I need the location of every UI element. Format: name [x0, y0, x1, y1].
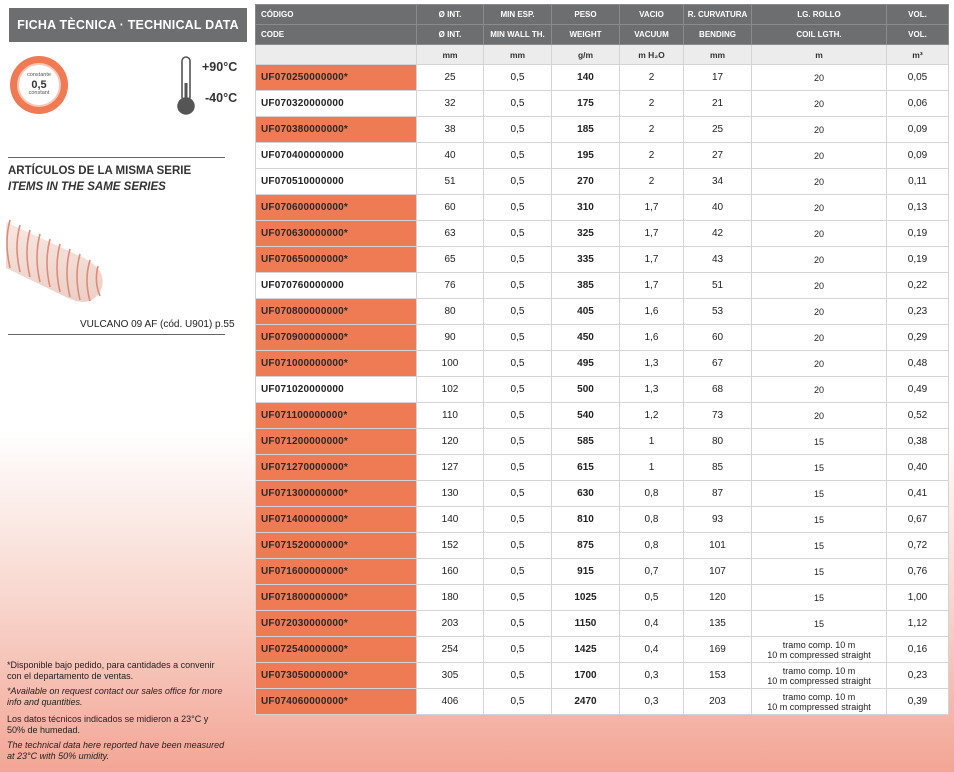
wall-thickness-badge-icon — [10, 56, 68, 114]
cell-vac: 1,6 — [620, 325, 684, 351]
cell-bend: 53 — [684, 299, 752, 325]
cell-coil: 20 — [752, 91, 887, 117]
cell-vac: 1 — [620, 429, 684, 455]
cell-wall: 0,5 — [484, 377, 552, 403]
cell-code: UF070900000000* — [256, 325, 417, 351]
cell-wall: 0,5 — [484, 429, 552, 455]
cell-vac: 1,7 — [620, 221, 684, 247]
cell-d: 51 — [417, 169, 484, 195]
cell-vol: 0,11 — [887, 169, 949, 195]
coil-note-es: tramo comp. 10 m — [782, 665, 856, 676]
cell-code: UF070400000000 — [256, 143, 417, 169]
cell-weight: 875 — [552, 533, 620, 559]
cell-code: UF071800000000* — [256, 585, 417, 611]
unit-cell — [256, 45, 417, 65]
cell-code: UF071270000000* — [256, 455, 417, 481]
cell-coil: 15 — [752, 585, 887, 611]
cell-vol: 0,22 — [887, 273, 949, 299]
cell-vol: 1,12 — [887, 611, 949, 637]
cell-bend: 43 — [684, 247, 752, 273]
cell-code: UF070760000000 — [256, 273, 417, 299]
table-row — [256, 247, 949, 273]
unit-cell: mm — [684, 45, 752, 65]
cell-vac: 0,4 — [620, 611, 684, 637]
cell-vac: 0,7 — [620, 559, 684, 585]
cell-d: 32 — [417, 91, 484, 117]
cell-coil: 20 — [752, 273, 887, 299]
unit-cell: m³ — [887, 45, 949, 65]
cell-coil: 15 — [752, 559, 887, 585]
cell-weight: 1025 — [552, 585, 620, 611]
cell-weight: 500 — [552, 377, 620, 403]
cell-d: 254 — [417, 637, 484, 663]
cell-code: UF070600000000* — [256, 195, 417, 221]
cell-code: UF070320000000 — [256, 91, 417, 117]
cell-wall: 0,5 — [484, 169, 552, 195]
cell-weight: 405 — [552, 299, 620, 325]
cell-vac: 2 — [620, 117, 684, 143]
cell-wall: 0,5 — [484, 559, 552, 585]
section-title: FICHA TÈCNICA · TECHNICAL DATA — [9, 8, 247, 42]
cell-code: UF070650000000* — [256, 247, 417, 273]
cell-vol: 1,00 — [887, 585, 949, 611]
table-row — [256, 429, 949, 455]
cell-wall: 0,5 — [484, 403, 552, 429]
coil-note-en: 10 m compressed straight — [767, 701, 871, 712]
cell-bend: 85 — [684, 455, 752, 481]
col-header: VACUUM — [620, 25, 684, 45]
max-temperature: +90°C — [202, 60, 238, 74]
cell-weight: 1150 — [552, 611, 620, 637]
cell-code: UF070380000000* — [256, 117, 417, 143]
unit-cell: mm — [484, 45, 552, 65]
cell-vol: 0,41 — [887, 481, 949, 507]
table-row — [256, 403, 949, 429]
cell-coil: 20 — [752, 403, 887, 429]
coil-note-en: 10 m compressed straight — [767, 675, 871, 686]
cell-bend: 34 — [684, 169, 752, 195]
cell-weight: 325 — [552, 221, 620, 247]
cell-wall: 0,5 — [484, 325, 552, 351]
cell-bend: 25 — [684, 117, 752, 143]
table-row — [256, 611, 949, 637]
cell-code: UF072540000000* — [256, 637, 417, 663]
cell-vol: 0,09 — [887, 117, 949, 143]
cell-coil: 20 — [752, 143, 887, 169]
unit-cell: g/m — [552, 45, 620, 65]
cell-coil: 15 — [752, 507, 887, 533]
table-row — [256, 351, 949, 377]
cell-vol: 0,38 — [887, 429, 949, 455]
cell-coil-length — [752, 663, 887, 689]
col-header: BENDING — [684, 25, 752, 45]
cell-vac: 0,3 — [620, 663, 684, 689]
cell-vac: 0,8 — [620, 481, 684, 507]
cell-bend: 135 — [684, 611, 752, 637]
cell-bend: 67 — [684, 351, 752, 377]
cell-vac: 0,5 — [620, 585, 684, 611]
cell-weight: 915 — [552, 559, 620, 585]
cell-wall: 0,5 — [484, 299, 552, 325]
cell-vac: 2 — [620, 91, 684, 117]
table-row — [256, 169, 949, 195]
cell-code: UF070630000000* — [256, 221, 417, 247]
cell-weight: 140 — [552, 65, 620, 91]
cell-bend: 40 — [684, 195, 752, 221]
cell-vac: 0,8 — [620, 533, 684, 559]
cell-weight: 1425 — [552, 637, 620, 663]
cell-code: UF071020000000 — [256, 377, 417, 403]
cell-wall: 0,5 — [484, 507, 552, 533]
cell-coil: 15 — [752, 533, 887, 559]
cell-coil: 20 — [752, 299, 887, 325]
cell-d: 76 — [417, 273, 484, 299]
cell-weight: 175 — [552, 91, 620, 117]
col-header: LG. ROLLO — [752, 5, 887, 25]
min-temperature: -40°C — [205, 91, 238, 105]
cell-coil: 20 — [752, 169, 887, 195]
cell-weight: 495 — [552, 351, 620, 377]
cell-code: UF071100000000* — [256, 403, 417, 429]
cell-vac: 1,7 — [620, 247, 684, 273]
cell-code: UF070250000000* — [256, 65, 417, 91]
table-row — [256, 273, 949, 299]
table-row — [256, 221, 949, 247]
cell-coil: 15 — [752, 611, 887, 637]
cell-vol: 0,16 — [887, 637, 949, 663]
cell-vol: 0,39 — [887, 689, 949, 715]
cell-weight: 2470 — [552, 689, 620, 715]
cell-vac: 2 — [620, 169, 684, 195]
cell-vol: 0,23 — [887, 299, 949, 325]
cell-code: UF073050000000* — [256, 663, 417, 689]
coil-note-es: tramo comp. 10 m — [782, 691, 856, 702]
cell-d: 25 — [417, 65, 484, 91]
cell-vac: 1,6 — [620, 299, 684, 325]
cell-weight: 335 — [552, 247, 620, 273]
cell-weight: 450 — [552, 325, 620, 351]
col-header: PESO — [552, 5, 620, 25]
table-row — [256, 663, 949, 689]
cell-bend: 80 — [684, 429, 752, 455]
cell-wall: 0,5 — [484, 611, 552, 637]
footnotes — [7, 660, 227, 762]
cell-bend: 21 — [684, 91, 752, 117]
table-row — [256, 533, 949, 559]
table-row — [256, 507, 949, 533]
cell-d: 110 — [417, 403, 484, 429]
cell-bend: 60 — [684, 325, 752, 351]
cell-vac: 0,8 — [620, 507, 684, 533]
cell-vol: 0,72 — [887, 533, 949, 559]
cell-coil: 20 — [752, 65, 887, 91]
cell-weight: 1700 — [552, 663, 620, 689]
col-header: MIN WALL TH. — [484, 25, 552, 45]
table-row — [256, 481, 949, 507]
cell-wall: 0,5 — [484, 585, 552, 611]
cell-bend: 120 — [684, 585, 752, 611]
table-row — [256, 117, 949, 143]
measure-note-es: Los datos técnicos indicados se midieron a 23°C y 50% de humedad. — [7, 714, 209, 735]
cell-vol: 0,76 — [887, 559, 949, 585]
badge-value: 0,5 — [31, 78, 47, 91]
cell-bend: 101 — [684, 533, 752, 559]
cell-code: UF070800000000* — [256, 299, 417, 325]
cell-coil: 20 — [752, 195, 887, 221]
cell-wall: 0,5 — [484, 221, 552, 247]
cell-weight: 630 — [552, 481, 620, 507]
cell-vac: 1,7 — [620, 273, 684, 299]
cell-vac: 2 — [620, 143, 684, 169]
table-row — [256, 65, 949, 91]
cell-vac: 2 — [620, 65, 684, 91]
cell-coil: 20 — [752, 351, 887, 377]
related-product-caption: VULCANO 09 AF (cód. U901) p.55 — [80, 319, 235, 330]
cell-coil-length — [752, 637, 887, 663]
col-header: VOL. — [887, 5, 949, 25]
col-header: Ø INT. — [417, 25, 484, 45]
col-header: Ø INT. — [417, 5, 484, 25]
col-header: CODE — [256, 25, 417, 45]
cell-d: 40 — [417, 143, 484, 169]
cell-coil: 20 — [752, 325, 887, 351]
header-row-en — [256, 25, 949, 45]
cell-weight: 270 — [552, 169, 620, 195]
cell-d: 90 — [417, 325, 484, 351]
cell-weight: 585 — [552, 429, 620, 455]
cell-vol: 0,40 — [887, 455, 949, 481]
table-row — [256, 585, 949, 611]
table-row — [256, 299, 949, 325]
cell-code: UF071600000000* — [256, 559, 417, 585]
cell-bend: 153 — [684, 663, 752, 689]
divider — [8, 157, 225, 158]
cell-coil: 20 — [752, 377, 887, 403]
cell-bend: 17 — [684, 65, 752, 91]
table-row — [256, 455, 949, 481]
cell-code: UF074060000000* — [256, 689, 417, 715]
cell-weight: 385 — [552, 273, 620, 299]
cell-vac: 0,3 — [620, 689, 684, 715]
col-header: MIN ESP. — [484, 5, 552, 25]
col-header: CÓDIGO — [256, 5, 417, 25]
cell-code: UF071400000000* — [256, 507, 417, 533]
cell-vol: 0,09 — [887, 143, 949, 169]
col-header: VOL. — [887, 25, 949, 45]
cell-d: 140 — [417, 507, 484, 533]
cell-vol: 0,52 — [887, 403, 949, 429]
cell-bend: 87 — [684, 481, 752, 507]
cell-d: 38 — [417, 117, 484, 143]
col-header: WEIGHT — [552, 25, 620, 45]
hose-product-image — [6, 212, 116, 308]
cell-vol: 0,67 — [887, 507, 949, 533]
cell-vol: 0,48 — [887, 351, 949, 377]
cell-wall: 0,5 — [484, 247, 552, 273]
cell-bend: 51 — [684, 273, 752, 299]
cell-wall: 0,5 — [484, 65, 552, 91]
cell-vac: 0,4 — [620, 637, 684, 663]
cell-bend: 107 — [684, 559, 752, 585]
table-row — [256, 559, 949, 585]
cell-coil: 15 — [752, 429, 887, 455]
cell-bend: 169 — [684, 637, 752, 663]
unit-cell: m — [752, 45, 887, 65]
table-row — [256, 195, 949, 221]
cell-d: 120 — [417, 429, 484, 455]
cell-coil: 15 — [752, 481, 887, 507]
cell-vol: 0,49 — [887, 377, 949, 403]
cell-weight: 310 — [552, 195, 620, 221]
cell-d: 160 — [417, 559, 484, 585]
cell-weight: 185 — [552, 117, 620, 143]
cell-d: 180 — [417, 585, 484, 611]
table-row — [256, 325, 949, 351]
cell-d: 65 — [417, 247, 484, 273]
cell-weight: 615 — [552, 455, 620, 481]
coil-note-en: 10 m compressed straight — [767, 649, 871, 660]
cell-code: UF071200000000* — [256, 429, 417, 455]
cell-code: UF071300000000* — [256, 481, 417, 507]
left-panel — [0, 0, 240, 772]
cell-vol: 0,19 — [887, 221, 949, 247]
cell-wall: 0,5 — [484, 195, 552, 221]
col-header: VACIO — [620, 5, 684, 25]
cell-d: 127 — [417, 455, 484, 481]
cell-weight: 195 — [552, 143, 620, 169]
table-row — [256, 689, 949, 715]
cell-bend: 203 — [684, 689, 752, 715]
cell-wall: 0,5 — [484, 143, 552, 169]
thermometer-icon — [172, 55, 200, 117]
technical-data-table — [255, 4, 949, 715]
col-header: R. CURVATURA — [684, 5, 752, 25]
table-row — [256, 637, 949, 663]
cell-vac: 1,2 — [620, 403, 684, 429]
cell-wall: 0,5 — [484, 273, 552, 299]
cell-coil: 20 — [752, 247, 887, 273]
header-row-es — [256, 5, 949, 25]
cell-code: UF070510000000 — [256, 169, 417, 195]
cell-d: 80 — [417, 299, 484, 325]
cell-bend: 68 — [684, 377, 752, 403]
units-row — [256, 45, 949, 65]
cell-code: UF071000000000* — [256, 351, 417, 377]
cell-vol: 0,19 — [887, 247, 949, 273]
series-heading-es: ARTÍCULOS DE LA MISMA SERIE — [8, 165, 192, 177]
cell-coil: 20 — [752, 117, 887, 143]
table-row — [256, 143, 949, 169]
cell-wall: 0,5 — [484, 117, 552, 143]
cell-wall: 0,5 — [484, 533, 552, 559]
cell-coil-length — [752, 689, 887, 715]
cell-d: 63 — [417, 221, 484, 247]
cell-wall: 0,5 — [484, 689, 552, 715]
cell-code: UF071520000000* — [256, 533, 417, 559]
cell-d: 102 — [417, 377, 484, 403]
cell-code: UF072030000000* — [256, 611, 417, 637]
cell-wall: 0,5 — [484, 91, 552, 117]
availability-note-en: *Available on request contact our sales office for more info and quantities. — [7, 686, 223, 707]
cell-vol: 0,06 — [887, 91, 949, 117]
availability-note-es: *Disponible bajo pedido, para cantidades a convenir con el departamento de ventas. — [7, 660, 215, 681]
table-row — [256, 377, 949, 403]
cell-d: 100 — [417, 351, 484, 377]
cell-d: 152 — [417, 533, 484, 559]
cell-vac: 1 — [620, 455, 684, 481]
series-heading-en: ITEMS IN THE SAME SERIES — [8, 181, 166, 193]
cell-vac: 1,7 — [620, 195, 684, 221]
table-row — [256, 91, 949, 117]
cell-d: 305 — [417, 663, 484, 689]
cell-bend: 42 — [684, 221, 752, 247]
cell-coil: 20 — [752, 221, 887, 247]
coil-note-es: tramo comp. 10 m — [782, 639, 856, 650]
cell-d: 203 — [417, 611, 484, 637]
cell-vol: 0,29 — [887, 325, 949, 351]
cell-bend: 73 — [684, 403, 752, 429]
unit-cell: m H₂O — [620, 45, 684, 65]
cell-weight: 540 — [552, 403, 620, 429]
cell-bend: 93 — [684, 507, 752, 533]
cell-d: 406 — [417, 689, 484, 715]
badge-top-label: constante — [27, 72, 51, 79]
cell-wall: 0,5 — [484, 455, 552, 481]
cell-wall: 0,5 — [484, 481, 552, 507]
cell-weight: 810 — [552, 507, 620, 533]
cell-vol: 0,05 — [887, 65, 949, 91]
measure-note-en: The technical data here reported have been measured at 23°C with 50% umidity. — [7, 740, 225, 761]
cell-d: 130 — [417, 481, 484, 507]
cell-coil: 15 — [752, 455, 887, 481]
badge-bottom-label: constant — [28, 90, 50, 97]
cell-bend: 27 — [684, 143, 752, 169]
cell-vol: 0,23 — [887, 663, 949, 689]
unit-cell: mm — [417, 45, 484, 65]
col-header: COIL LGTH. — [752, 25, 887, 45]
cell-wall: 0,5 — [484, 351, 552, 377]
cell-wall: 0,5 — [484, 637, 552, 663]
cell-vol: 0,13 — [887, 195, 949, 221]
cell-d: 60 — [417, 195, 484, 221]
cell-wall: 0,5 — [484, 663, 552, 689]
cell-vac: 1,3 — [620, 377, 684, 403]
cell-vac: 1,3 — [620, 351, 684, 377]
divider — [8, 334, 225, 335]
